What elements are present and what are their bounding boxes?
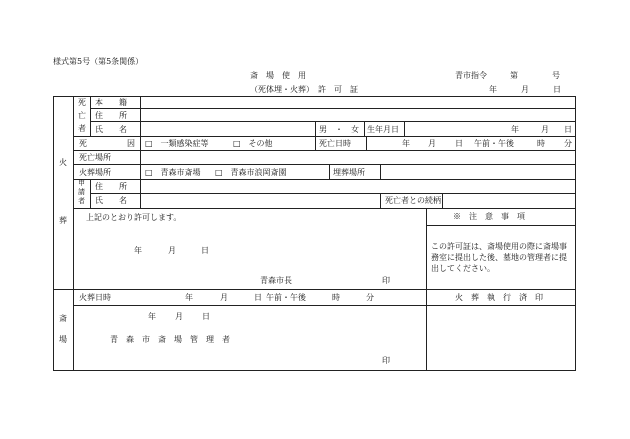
place-of-death-label: 死亡場所 [79,153,111,162]
death-day-label: 日 [455,139,463,148]
birth-year-label: 年 [511,125,519,134]
death-minute-label: 分 [564,139,572,148]
cause-label-right: 因 [127,139,135,148]
applicant-group-label-1: 申 [78,179,85,187]
side-label-burial: 葬 [59,216,67,225]
relationship-label: 死亡者との続柄 [385,196,441,205]
cause-infectious-checkbox[interactable]: □ 一類感染症等 [145,139,209,148]
side-label-fire: 火 [59,158,67,167]
applicant-group-label-2: 請 [78,188,85,196]
cremation-minute-label: 分 [366,293,374,302]
cremation-hour-label: 時 [332,293,340,302]
form-number: 様式第5号（第5条関係） [53,57,144,66]
cremation-year-label: 年 [185,293,193,302]
birth-day-label: 日 [564,125,572,134]
applicant-address-label: 住 所 [95,182,127,191]
cremation-done-label: 火 葬 執 行 済 印 [455,293,543,302]
death-hour-label: 時 [537,139,545,148]
permit-number-suffix: 号 [552,71,560,80]
notes-line-2: 務室に提出した後、墓地の管理者に提 [431,253,567,262]
cremation-datetime-label: 火葬日時 [79,293,111,302]
deceased-address-label: 住 所 [95,111,127,120]
saijo-month-label: 月 [175,312,183,321]
deceased-group-label-3: 者 [78,124,86,133]
cremation-ampm-label: 午前・午後 [266,293,306,302]
cremation-day-label: 日 [254,293,262,302]
saijo-year-label: 年 [148,312,156,321]
deceased-group-label-2: 亡 [78,111,86,120]
cause-label-left: 死 [79,139,87,148]
birth-date-label: 生年月日 [367,125,399,134]
domicile-label: 本 籍 [95,98,127,107]
approval-day-label: 日 [201,246,209,255]
death-month-label: 月 [428,139,436,148]
cremation-place-namioka-checkbox[interactable]: □ 青森市浪岡斎園 [215,168,287,177]
notes-line-1: この許可証は、斎場使用の際に斎場事 [431,242,567,251]
cremation-place-label: 火葬場所 [79,168,111,177]
saijo-day-label: 日 [202,312,210,321]
issue-date-year: 年 [489,85,497,94]
saijo-manager-label: 青 森 市 斎 場 管 理 者 [110,335,230,344]
deceased-group-label-1: 死 [78,98,86,107]
approval-month-label: 月 [168,246,176,255]
deceased-name-label: 氏 名 [95,125,127,134]
birth-month-label: 月 [541,125,549,134]
burial-place-label: 埋葬場所 [333,168,365,177]
side-label-saijo-2: 場 [59,335,67,344]
saijo-seal-label: 印 [382,356,390,365]
form-title-line1: 斎 場 使 用 [250,71,306,80]
permit-number-prefix: 青市指令 [455,71,487,80]
permit-number-mid: 第 [510,71,518,80]
notes-line-3: 出してください。 [431,264,495,273]
issue-date-day: 日 [553,85,561,94]
death-datetime-label: 死亡日時 [319,139,351,148]
cause-other-checkbox[interactable]: □ その他 [233,139,273,148]
cremation-month-label: 月 [220,293,228,302]
approval-year-label: 年 [134,246,142,255]
applicant-name-label: 氏 名 [95,196,127,205]
death-year-label: 年 [402,139,410,148]
gender-label: 男 ・ 女 [319,125,359,134]
approval-statement: 上記のとおり許可します。 [86,213,182,222]
applicant-group-label-3: 者 [78,197,85,205]
side-label-saijo-1: 斎 [59,314,67,323]
mayor-label: 青森市長 [260,276,292,285]
notes-heading: ※ 注 意 事 項 [453,212,525,221]
issue-date-month: 月 [521,85,529,94]
cremation-place-aomori-checkbox[interactable]: □ 青森市斎場 [145,168,201,177]
mayor-seal-label: 印 [382,276,390,285]
death-ampm-label: 午前・午後 [474,139,514,148]
form-title-line2: （死体埋・火葬） 許 可 証 [250,85,358,94]
